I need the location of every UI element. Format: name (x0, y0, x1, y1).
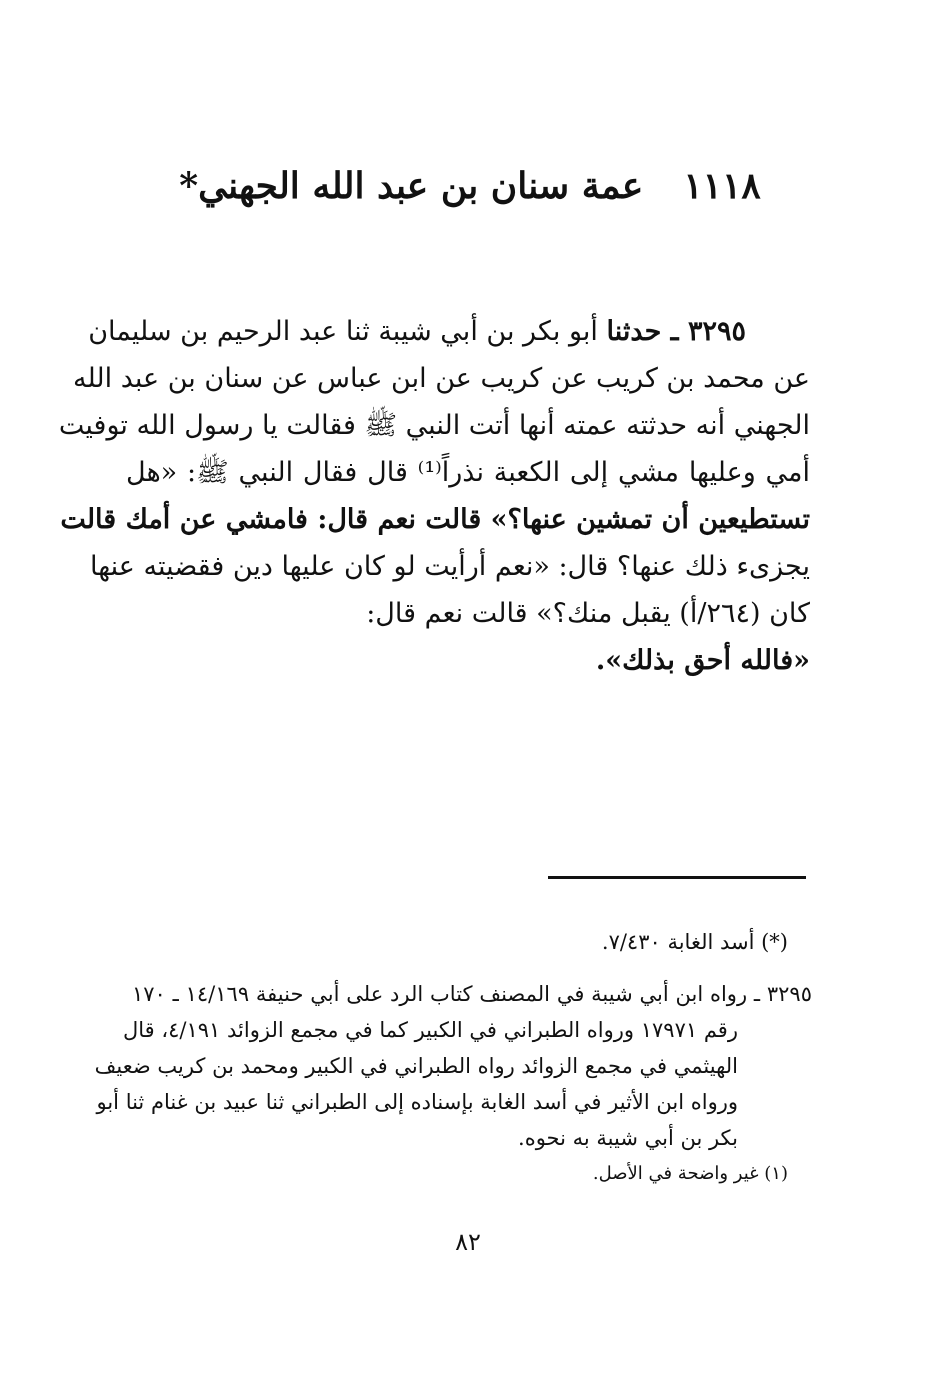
hadith-line: كان (٢٦٤/أ) يقبل منك؟» قالت نعم قال: (366, 598, 810, 629)
hadith-text (58, 308, 811, 684)
page-number: ٨٢ (455, 1228, 481, 1256)
chapter-title: عمة سنان بن عبد الله الجهني* (179, 165, 644, 207)
chapter-heading (120, 165, 820, 207)
hadith-line: عن محمد بن كريب عن كريب عن ابن عباس عن سنان بن عبد الله (72, 363, 810, 394)
footnote-line: الهيثمي في مجمع الزوائد رواه الطبراني في الكبير ومحمد بن كريب ضعيف (94, 1054, 738, 1078)
hadith-line: ٣٢٩٥ ـ حدثنا أبو بكر بن أبي شيبة ثنا عبد الرحيم بن سليمان (88, 316, 746, 347)
footnote-source: (*) أسد الغابة ٧/٤٣٠. (601, 930, 788, 954)
footnote-line: ٣٢٩٥ ـ رواه ابن أبي شيبة في المصنف كتاب الرد على أبي حنيفة ١٤/١٦٩ ـ ١٧٠ (132, 982, 812, 1006)
hadith-number: ٣٢٩٥ ـ حدثنا (606, 316, 746, 347)
footnote-line: ورواه ابن الأثير في أسد الغابة بإسناده إلى الطبراني ثنا عبيد بن غنام ثنا أبو (96, 1090, 738, 1114)
footnote-line: بكر بن أبي شيبة به نحوه. (518, 1126, 738, 1150)
footnotes (94, 924, 812, 1192)
hadith-line: «فالله أحق بذلك». (595, 645, 810, 676)
footnote-takhrij (94, 976, 812, 1156)
footnote-divider (548, 876, 806, 879)
hadith-line: أمي وعليها مشي إلى الكعبة نذراً⁽¹⁾ قال فقال النبي ﷺ: «هل (126, 457, 811, 488)
chapter-number: ١١١٨ (683, 165, 761, 207)
hadith-line: الجهني أنه حدثته عمته أنها أتت النبي ﷺ فقالت يا رسول الله توفيت (58, 410, 810, 441)
hadith-line: تستطيعين أن تمشين عنها؟» قالت نعم قال: فامشي عن أمك قالت (60, 504, 810, 535)
footnote-line: رقم ١٧٩٧١ ورواه الطبراني في الكبير كما في مجمع الزوائد ٤/١٩١، قال (122, 1018, 738, 1042)
hadith-line: يجزىء ذلك عنها؟ قال: «نعم أرأيت لو كان عليها دين فقضيته عنها (89, 551, 810, 582)
footnote-numbered: (١) غير واضحة في الأصل. (592, 1163, 788, 1184)
